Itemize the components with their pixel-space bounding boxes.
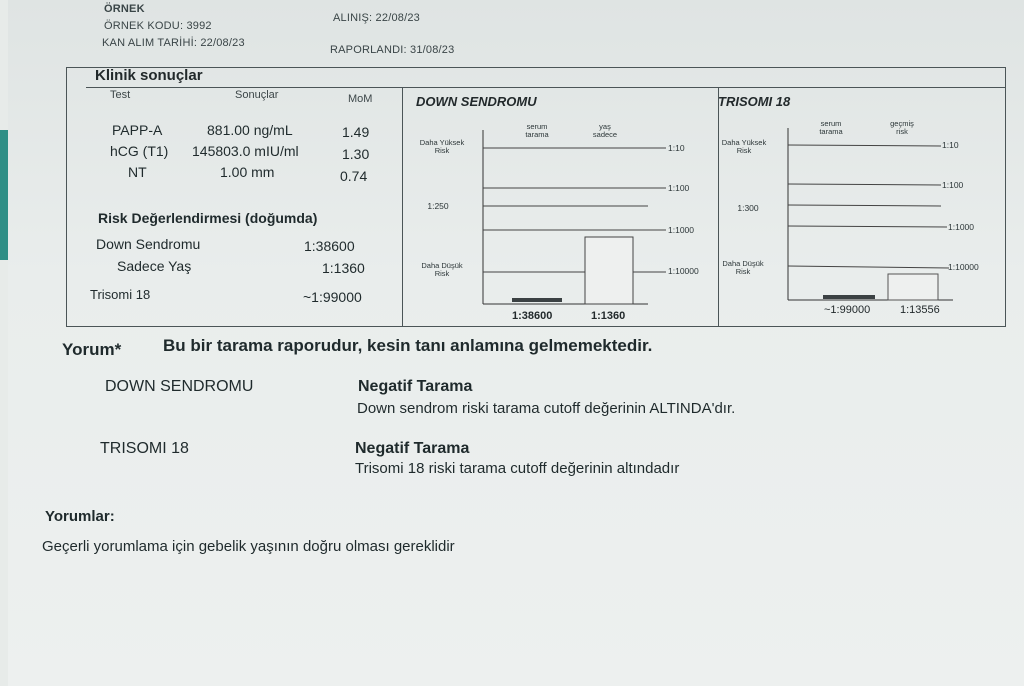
down-tick-label: 1:10000 (668, 266, 699, 276)
blood-date: KAN ALIM TARİHİ: 22/08/23 (102, 37, 245, 49)
t18-bar-serum (823, 295, 875, 299)
diagnosis-name: TRISOMI 18 (100, 440, 189, 457)
down-category-serum: serum tarama (525, 122, 549, 139)
diagnosis-detail: Down sendrom riski tarama cutoff değerinin ALTINDA'dır. (357, 400, 736, 417)
t18-high-risk-label: Daha Yüksek Risk (721, 138, 767, 155)
t18-bar-history (888, 274, 938, 300)
t18-category-history: geçmiş risk (890, 119, 914, 136)
comment-text: Bu bir tarama raporudur, kesin tanı anlamına gelmemektedir. (163, 336, 653, 355)
column-divider (402, 88, 403, 326)
down-tick-label: 1:100 (668, 183, 690, 193)
down-bar-serum (512, 298, 562, 302)
sample-label: ÖRNEK (104, 3, 145, 15)
t18-gridline (788, 184, 941, 185)
risk-assessment-title: Risk Değerlendirmesi (doğumda) (98, 210, 318, 226)
remarks-text: Geçerli yorumlama için gebelik yaşının doğru olması gereklidir (42, 538, 455, 555)
down-category-age: yaş sadece (592, 122, 618, 139)
down-tick-label: 1:10 (668, 143, 685, 153)
down-bar-age (585, 237, 633, 304)
t18-low-risk-label: Daha Düşük Risk (722, 259, 764, 276)
risk-value: 1:1360 (322, 260, 365, 276)
down-syndrome-chart (470, 120, 670, 310)
down-high-risk-label: Daha Yüksek Risk (419, 138, 465, 155)
header-mom: MoM (348, 93, 373, 105)
test-result: 145803.0 mIU/ml (192, 143, 299, 159)
down-tick-label: 1:1000 (668, 225, 694, 235)
header-test: Test (110, 89, 131, 101)
risk-label: Down Sendromu (96, 236, 201, 252)
down-cutoff-label: 1:250 (427, 201, 449, 211)
test-mom: 0.74 (340, 168, 368, 184)
down-low-risk-label: Daha Düşük Risk (421, 261, 463, 278)
trisomy18-chart (775, 118, 975, 304)
test-result: 1.00 mm (220, 164, 275, 180)
down-bar-value-label: 1:1360 (591, 310, 626, 322)
title-divider (86, 87, 1006, 88)
sample-code: ÖRNEK KODU: 3992 (104, 20, 212, 32)
test-name: NT (128, 164, 147, 180)
t18-tick-label: 1:10 (942, 140, 959, 150)
t18-category-serum: serum tarama (819, 119, 843, 136)
risk-value: ~1:99000 (303, 289, 362, 305)
t18-tick-label: 1:10000 (948, 262, 979, 272)
test-name: PAPP-A (112, 122, 163, 138)
header-results: Sonuçlar (235, 89, 279, 101)
t18-gridline (788, 266, 949, 268)
t18-gridline (788, 226, 947, 227)
t18-tick-label: 1:1000 (948, 222, 974, 232)
test-mom: 1.30 (342, 146, 370, 162)
test-name: hCG (T1) (110, 143, 169, 159)
t18-tick-label: 1:100 (942, 180, 964, 190)
t18-gridline (788, 145, 941, 146)
column-divider (718, 88, 719, 326)
remarks-title: Yorumlar: (45, 508, 115, 525)
risk-label: Trisomi 18 (90, 287, 151, 302)
down-chart-title: DOWN SENDROMU (416, 94, 537, 109)
t18-bar-value-label: 1:13556 (900, 304, 940, 316)
received-date: ALINIŞ: 22/08/23 (333, 12, 420, 24)
risk-label: Sadece Yaş (117, 258, 192, 274)
reported-date: RAPORLANDI: 31/08/23 (330, 44, 455, 56)
t18-cutoff-label: 1:300 (737, 203, 759, 213)
t18-chart-title: TRISOMI 18 (718, 94, 791, 109)
diagnosis-result: Negatif Tarama (358, 378, 473, 395)
t18-bar-value-label: ~1:99000 (824, 304, 871, 316)
clinical-results-title: Klinik sonuçlar (95, 67, 203, 84)
t18-cutoff-line (788, 205, 941, 206)
risk-value: 1:38600 (304, 238, 355, 254)
diagnosis-detail: Trisomi 18 riski tarama cutoff değerinin altındadır (355, 460, 680, 477)
test-result: 881.00 ng/mL (207, 122, 293, 138)
test-mom: 1.49 (342, 124, 370, 140)
diagnosis-name: DOWN SENDROMU (105, 378, 254, 395)
diagnosis-result: Negatif Tarama (355, 440, 470, 457)
down-bar-value-label: 1:38600 (512, 310, 553, 322)
comment-label: Yorum* (62, 340, 122, 359)
